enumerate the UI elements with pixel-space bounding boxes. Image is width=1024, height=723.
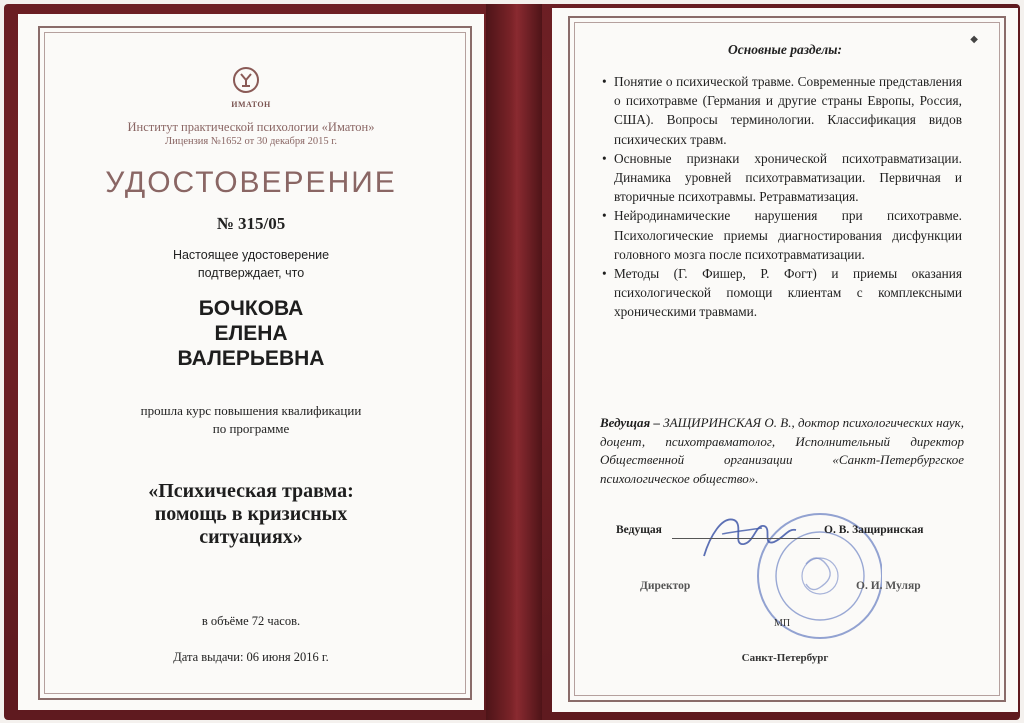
passed-course-text [18,402,484,438]
holder-first-name: ЕЛЕНА [214,322,288,345]
imaton-logo-icon [232,66,260,94]
course-title [18,480,484,549]
sections-list [600,72,962,322]
signature-icon [692,506,802,566]
lead-signature-name: О. В. Защиринская [824,524,924,536]
seal-place-label: МП [774,618,791,629]
sections-title: Основные разделы: [728,42,842,57]
section-item: • Нейродинамические нарушения при психотравме. Психологические приемы диагностирования дисфункции головного мозга после психотравматизации. [600,206,962,264]
lead-signature-line [672,538,820,539]
confirm-line-1: Настоящее удостоверение [172,248,330,262]
section-item: • Понятие о психической травме. Современные представления о психотравме (Германия и другие страны Европы, Россия, США). Вопросы терминологии. Классификация видов психических травм. [600,72,962,149]
holder-name [18,296,484,371]
lead-info [600,414,964,488]
holder-surname: БОЧКОВА [198,297,304,320]
director-signature-name: О. И. Муляр [856,580,921,592]
issue-date: Дата выдачи: 06 июня 2016 г. [173,650,329,664]
course-line-2: помощь в кризисных [154,503,348,525]
institute-name: Институт практической психологии «Иматон» [127,120,375,134]
passed-line-2: по программе [212,421,290,436]
course-volume: в объёме 72 часов. [201,614,301,628]
passed-line-1: прошла курс повышения квалификации [140,403,362,418]
city-label: Санкт-Петербург [741,652,829,664]
lead-label: Ведущая – [600,415,660,430]
document-title: УДОСТОВЕРЕНИЕ [105,166,397,199]
director-signature-label: Директор [640,580,691,592]
section-item: • Основные признаки хронической психотравматизации. Динамика уровней психотравматизации. Первичная и вторичные психотравмы. Ретравматизация. [600,149,962,207]
license-line: Лицензия №1652 от 30 декабря 2015 г. [165,136,337,147]
lead-signature-label: Ведущая [616,524,662,536]
holder-patronymic: ВАЛЕРЬЕВНА [177,347,325,370]
lead-text: ЗАЩИРИНСКАЯ О. В., доктор психологических наук, доцент, психотравматолог, Исполнительный директор Общественной организации «Санкт-Петербургское психологическое общество». [600,415,964,486]
section-item: • Методы (Г. Фишер, Р. Фогт) и приемы оказания психологической помощи клиентам с комплексными хроническими травмами. [600,264,962,322]
confirm-text [18,246,484,282]
cover-spine [486,4,542,720]
course-line-3: ситуациях» [199,526,303,548]
course-line-1: «Психическая травма: [148,480,354,502]
certificate-number: № 315/05 [216,214,286,233]
logo-text: ИМАТОН [231,100,271,109]
corner-mark: ◆ [970,34,978,45]
confirm-line-2: подтверждает, что [197,266,305,280]
right-page [552,8,1018,712]
left-page [18,14,484,710]
